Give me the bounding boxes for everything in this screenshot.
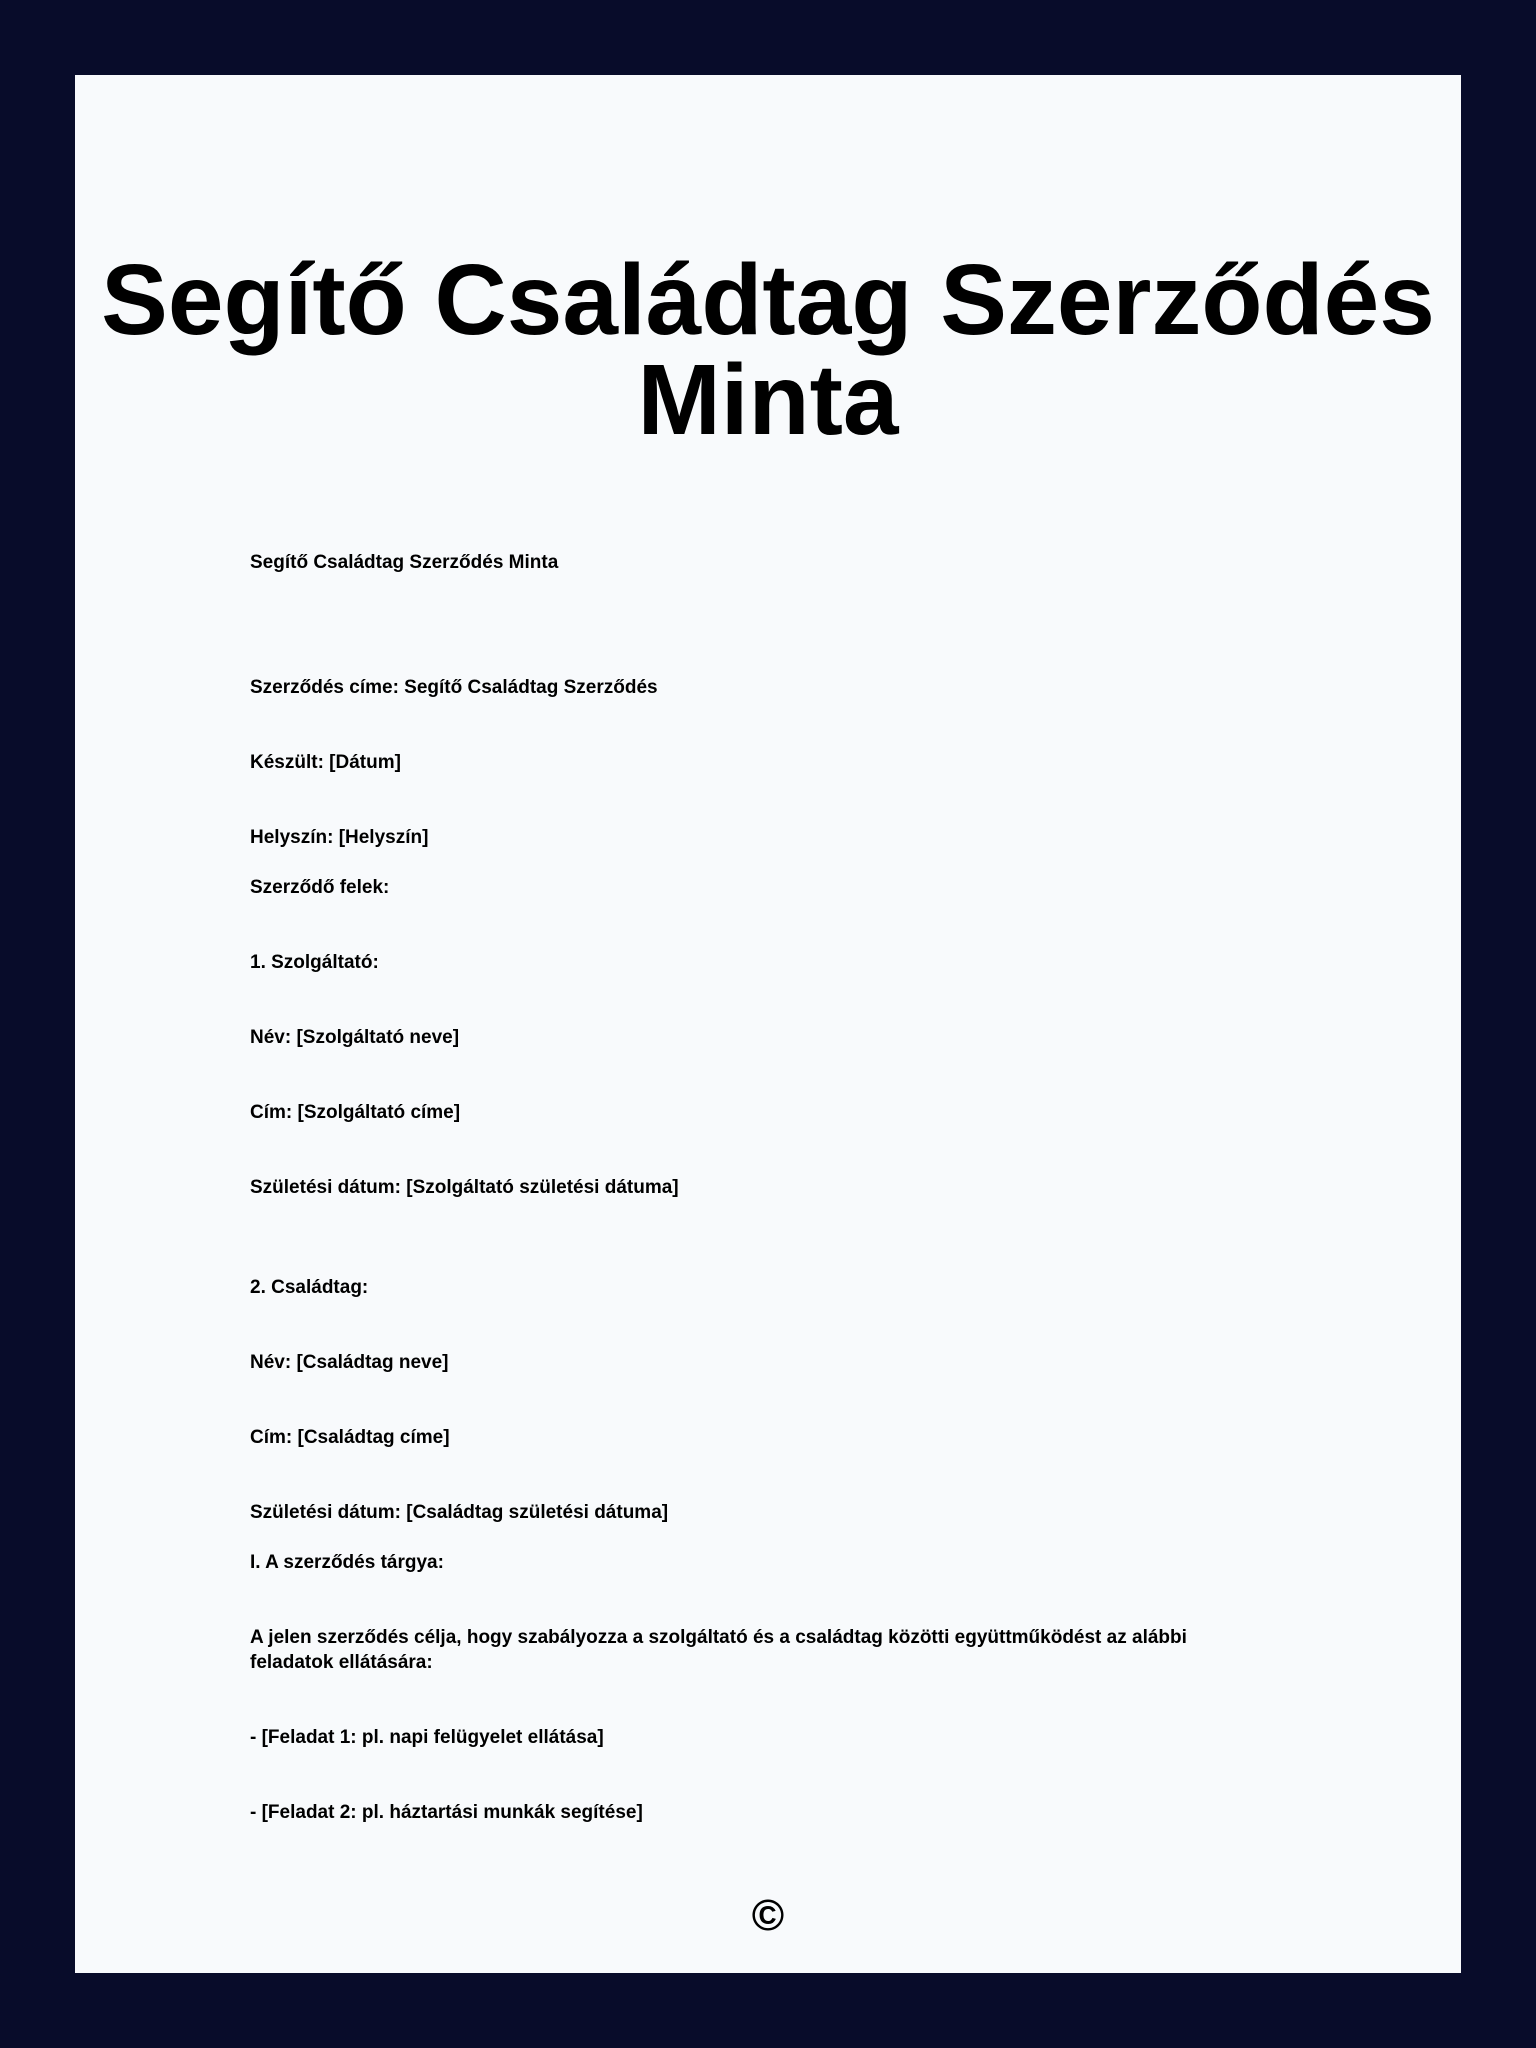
family-member-address-line: Cím: [Családtag címe] (250, 1427, 450, 1448)
provider-name-line: Név: [Szolgáltató neve] (250, 1027, 460, 1048)
family-member-name-line: Név: [Családtag neve] (250, 1352, 449, 1373)
document-title-line-1: Segítő Családtag Szerződés (101, 244, 1435, 356)
provider-address-line: Cím: [Szolgáltató címe] (250, 1102, 461, 1123)
document-title (75, 244, 1461, 456)
family-member-birthdate-line: Születési dátum: [Családtag születési dátuma] (250, 1502, 669, 1523)
date-line: Készült: [Dátum] (250, 752, 401, 773)
parties-heading: Szerződő felek: (250, 877, 390, 898)
document-title-line-2: Minta (637, 344, 899, 456)
contract-title-line: Szerződés címe: Segítő Családtag Szerződés (250, 677, 658, 698)
location-line: Helyszín: [Helyszín] (250, 827, 429, 848)
task-1-item: - [Feladat 1: pl. napi felügyelet ellátása] (250, 1727, 604, 1748)
subject-heading: I. A szerződés tárgya: (250, 1552, 444, 1573)
task-2-item: - [Feladat 2: pl. háztartási munkák segítése] (250, 1802, 643, 1823)
subject-paragraph: A jelen szerződés célja, hogy szabályozza a szolgáltató és a családtag közötti együttműködést az alábbi feladatok ellátására: (250, 1627, 1187, 1673)
family-member-heading: 2. Családtag: (250, 1277, 369, 1298)
provider-heading: 1. Szolgáltató: (250, 952, 379, 973)
document-page (75, 75, 1461, 1973)
copyright-symbol: © (751, 1891, 785, 1940)
document-heading: Segítő Családtag Szerződés Minta (250, 552, 559, 573)
provider-birthdate-line: Születési dátum: [Szolgáltató születési dátuma] (250, 1177, 679, 1198)
